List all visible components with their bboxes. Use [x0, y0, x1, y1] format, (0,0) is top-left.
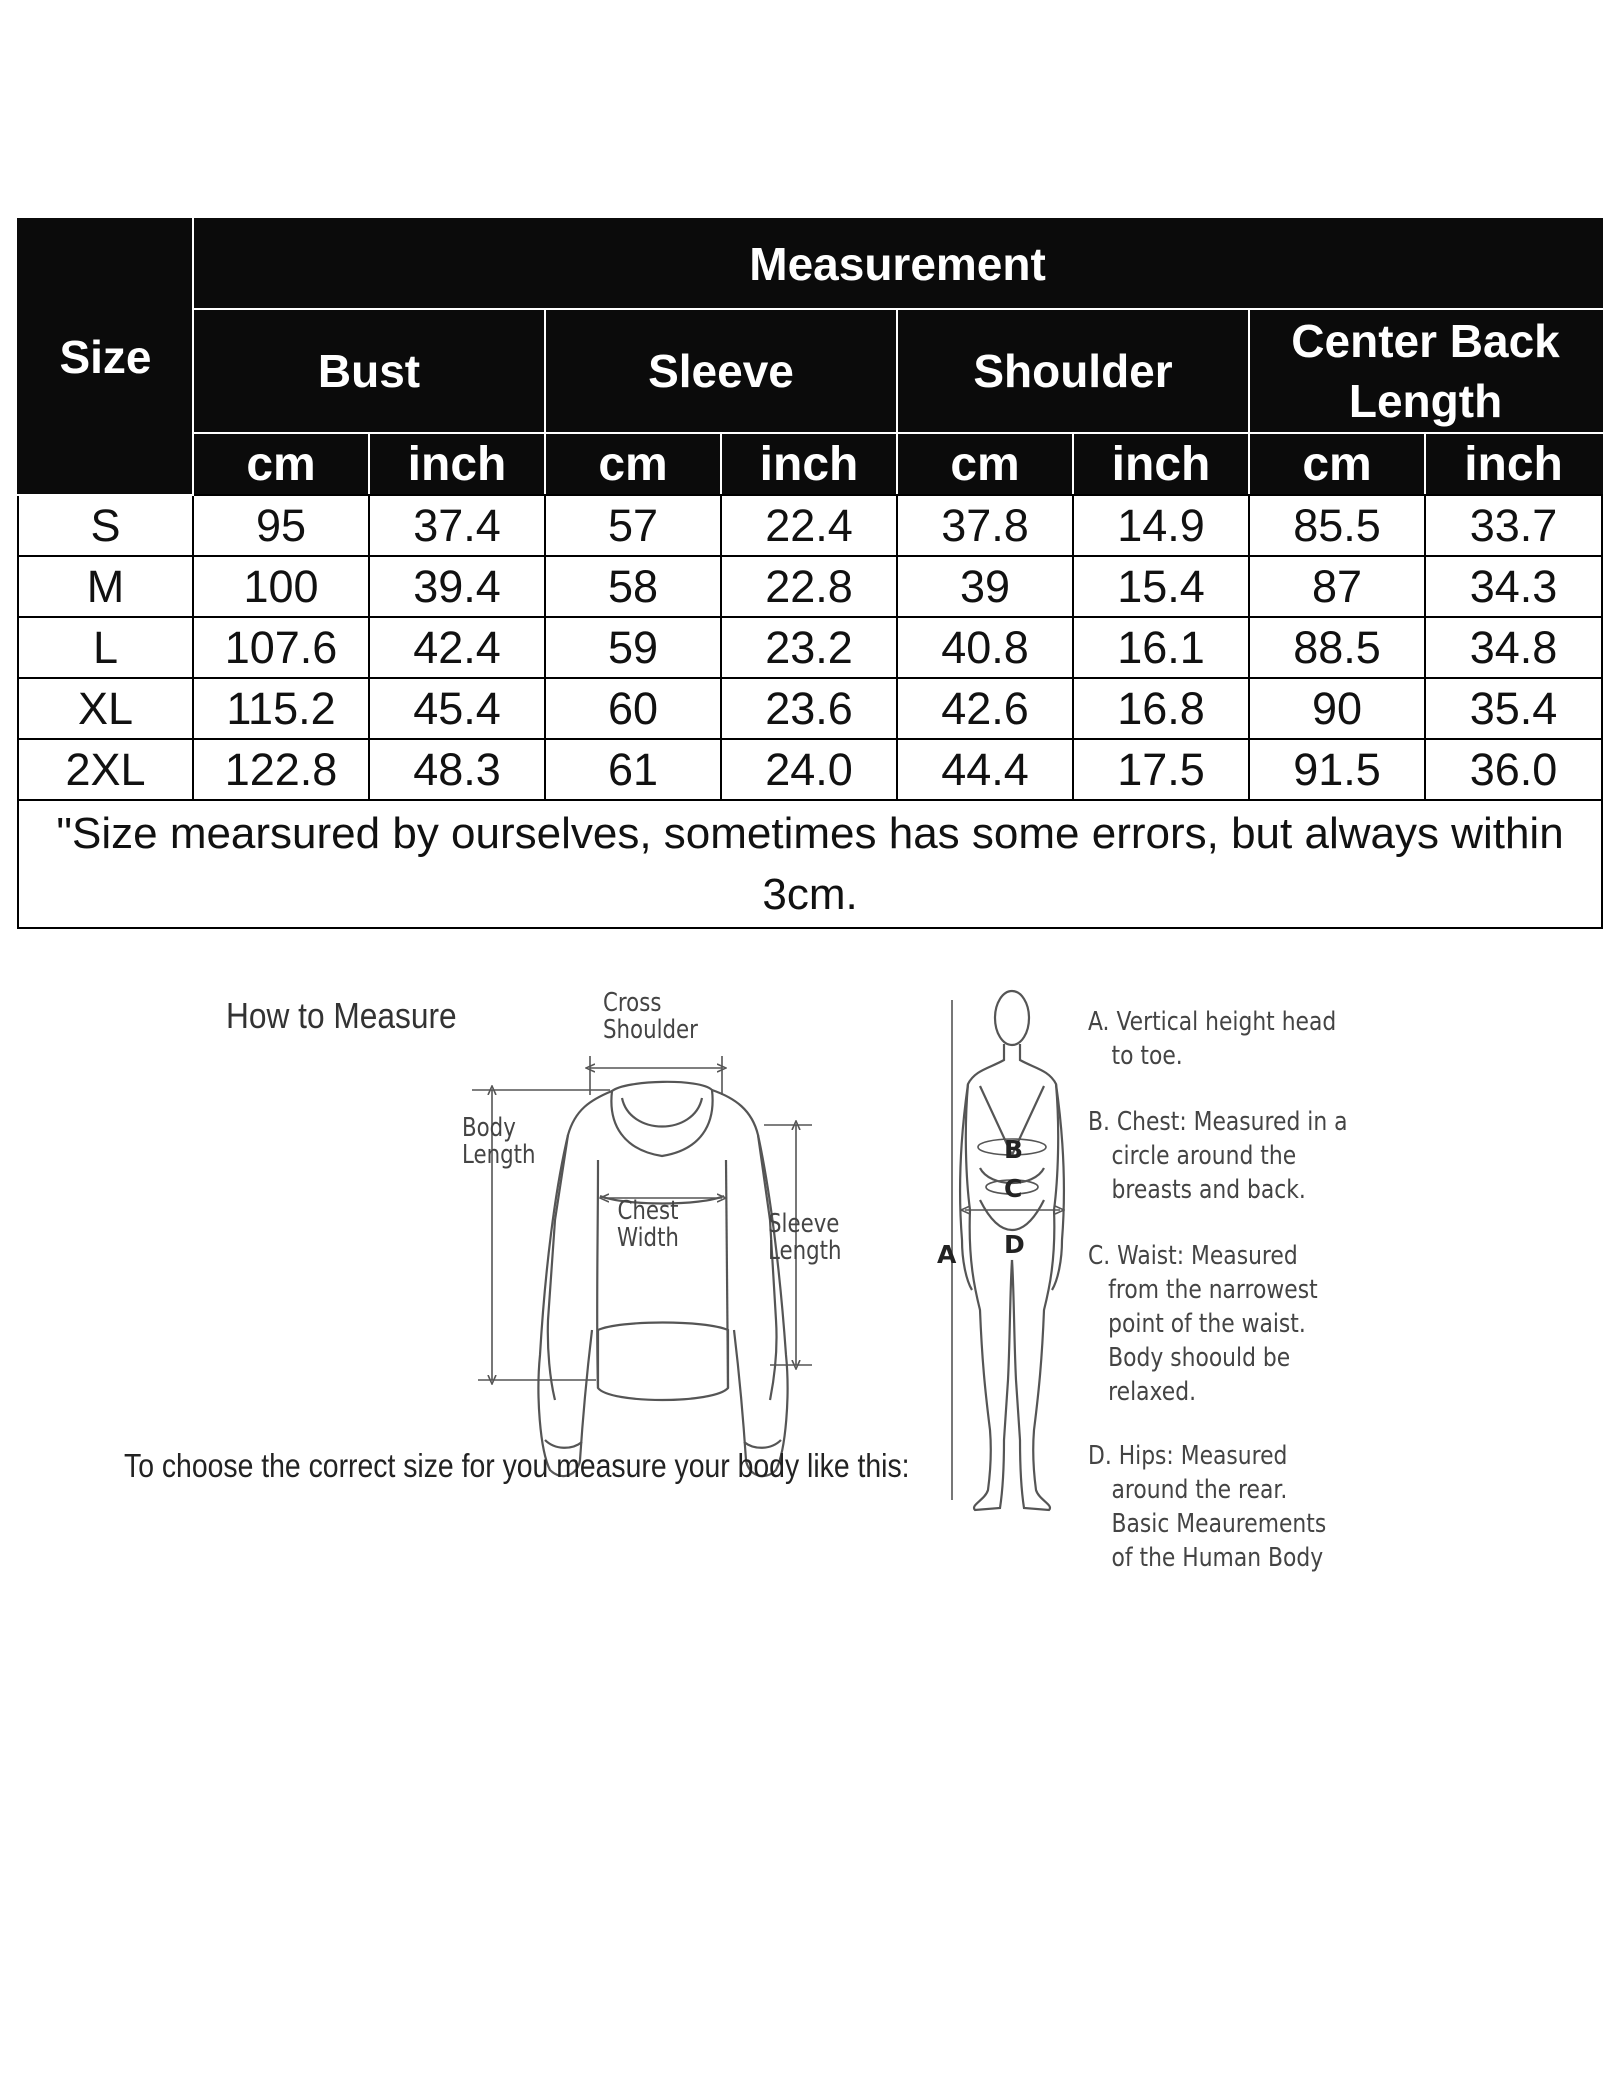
value-cell: 24.0: [721, 739, 897, 800]
unit-header: inch: [369, 433, 545, 495]
table-row: [18, 678, 1602, 739]
table-row: [18, 495, 1602, 556]
value-cell: 59: [545, 617, 721, 678]
value-cell: 95: [193, 495, 369, 556]
sleeve-length-label-line: Length: [768, 1236, 842, 1266]
value-cell: 45.4: [369, 678, 545, 739]
value-cell: 37.4: [369, 495, 545, 556]
cross-shoulder-label-line: Shoulder: [603, 1015, 698, 1045]
unit-header: cm: [545, 433, 721, 495]
sleeve-length-label: [768, 1211, 842, 1265]
value-cell: 35.4: [1425, 678, 1602, 739]
note-line: Basic Meaurements: [1111, 1509, 1327, 1539]
value-cell: 100: [193, 556, 369, 617]
value-cell: 14.9: [1073, 495, 1249, 556]
unit-header: cm: [193, 433, 369, 495]
how-to-measure-section: [0, 960, 1620, 1600]
sleeve-header: Sleeve: [545, 309, 897, 433]
table-row: [18, 617, 1602, 678]
value-cell: 39.4: [369, 556, 545, 617]
table-row: [18, 556, 1602, 617]
value-cell: 88.5: [1249, 617, 1425, 678]
value-cell: 122.8: [193, 739, 369, 800]
note-c: [1088, 1239, 1318, 1409]
note-line: of the Human Body: [1111, 1543, 1324, 1573]
note-line: to toe.: [1111, 1041, 1183, 1071]
cross-shoulder-label-line: Cross: [603, 988, 662, 1018]
note-line: point of the waist.: [1108, 1309, 1306, 1339]
measurement-diagram: [0, 960, 1620, 1600]
how-to-measure-title: How to Measure: [226, 995, 457, 1036]
body-length-label-line: Length: [462, 1140, 536, 1170]
unit-header: cm: [897, 433, 1073, 495]
sleeve-length-label-line: Sleeve: [768, 1209, 840, 1239]
note-line: C. Waist: Measured: [1088, 1241, 1298, 1271]
size-cell: S: [18, 495, 193, 556]
size-note: "Size mearsured by ourselves, sometimes has some errors, but always within 3cm.: [18, 800, 1602, 928]
bust-header: Bust: [193, 309, 545, 433]
size-cell: XL: [18, 678, 193, 739]
value-cell: 61: [545, 739, 721, 800]
size-header: Size: [18, 219, 193, 495]
size-cell: 2XL: [18, 739, 193, 800]
chest-width-label-line: Width: [617, 1223, 679, 1253]
table-row: [18, 739, 1602, 800]
note-line: A. Vertical height head: [1088, 1007, 1337, 1037]
value-cell: 48.3: [369, 739, 545, 800]
value-cell: 42.4: [369, 617, 545, 678]
value-cell: 58: [545, 556, 721, 617]
note-line: from the narrowest: [1108, 1275, 1318, 1305]
body-length-label: [462, 1115, 536, 1169]
note-d: [1088, 1439, 1326, 1575]
note-line: D. Hips: Measured: [1088, 1441, 1288, 1471]
value-cell: 115.2: [193, 678, 369, 739]
body-mark-c: C: [1004, 1174, 1023, 1203]
value-cell: 57: [545, 495, 721, 556]
note-line: relaxed.: [1108, 1377, 1197, 1407]
note-line: around the rear.: [1111, 1475, 1288, 1505]
value-cell: 17.5: [1073, 739, 1249, 800]
value-cell: 16.1: [1073, 617, 1249, 678]
note-line: circle around the: [1111, 1141, 1297, 1171]
value-cell: 87: [1249, 556, 1425, 617]
unit-header: cm: [1249, 433, 1425, 495]
measurement-header: Measurement: [193, 219, 1602, 309]
size-chart-table: [17, 218, 1603, 929]
value-cell: 23.6: [721, 678, 897, 739]
note-line: B. Chest: Measured in a: [1088, 1107, 1348, 1137]
body-length-label-line: Body: [462, 1113, 516, 1143]
value-cell: 91.5: [1249, 739, 1425, 800]
center-back-length-header: Center Back Length: [1249, 309, 1602, 433]
value-cell: 15.4: [1073, 556, 1249, 617]
chest-width-label: [617, 1198, 679, 1252]
sweater-sketch: [538, 1082, 787, 1476]
unit-header: inch: [721, 433, 897, 495]
value-cell: 107.6: [193, 617, 369, 678]
value-cell: 90: [1249, 678, 1425, 739]
size-cell: L: [18, 617, 193, 678]
note-row: [18, 800, 1602, 928]
value-cell: 42.6: [897, 678, 1073, 739]
shoulder-header: Shoulder: [897, 309, 1249, 433]
value-cell: 37.8: [897, 495, 1073, 556]
cross-shoulder-label: [603, 990, 698, 1044]
size-cell: M: [18, 556, 193, 617]
unit-header: inch: [1425, 433, 1602, 495]
value-cell: 22.8: [721, 556, 897, 617]
value-cell: 36.0: [1425, 739, 1602, 800]
value-cell: 33.7: [1425, 495, 1602, 556]
value-cell: 44.4: [897, 739, 1073, 800]
note-line: breasts and back.: [1111, 1175, 1306, 1205]
body-mark-a: A: [937, 1240, 957, 1269]
chest-width-label-line: Chest: [617, 1196, 679, 1226]
value-cell: 22.4: [721, 495, 897, 556]
value-cell: 34.8: [1425, 617, 1602, 678]
value-cell: 85.5: [1249, 495, 1425, 556]
body-mark-d: D: [1004, 1230, 1025, 1259]
value-cell: 34.3: [1425, 556, 1602, 617]
value-cell: 40.8: [897, 617, 1073, 678]
body-mark-b: B: [1004, 1135, 1024, 1164]
value-cell: 16.8: [1073, 678, 1249, 739]
unit-header: inch: [1073, 433, 1249, 495]
value-cell: 60: [545, 678, 721, 739]
value-cell: 39: [897, 556, 1073, 617]
note-a: [1088, 1005, 1336, 1073]
note-line: Body shoould be: [1108, 1343, 1291, 1373]
value-cell: 23.2: [721, 617, 897, 678]
note-b: [1088, 1105, 1348, 1207]
choose-size-instruction: To choose the correct size for you measure your body like this:: [124, 1447, 910, 1484]
